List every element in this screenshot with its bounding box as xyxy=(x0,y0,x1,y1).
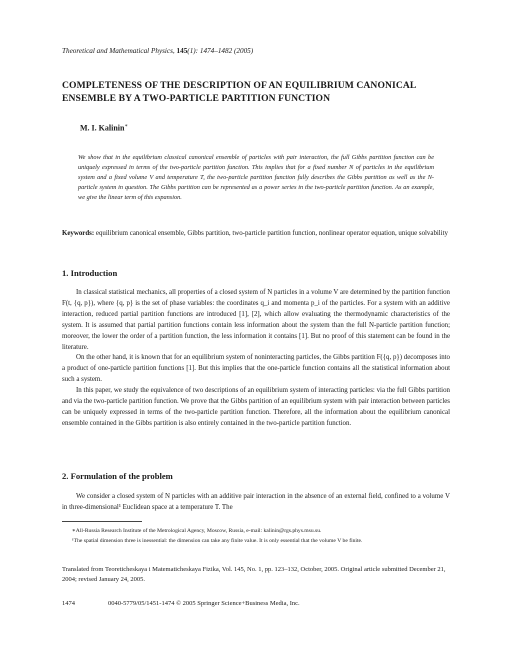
section-heading-formulation: 2. Formulation of the problem xyxy=(62,471,173,481)
footnotes xyxy=(62,527,450,546)
author xyxy=(80,123,128,133)
paragraph: On the other hand, it is known that for an equilibrium system of noninteracting particles, the Gibbs partition F({q, p}) decomposes into a product of one-particle partition functions [1]. But this implies that the one-particle function contains all the statistical information about such a system. xyxy=(62,354,450,384)
section-heading-introduction: 1. Introduction xyxy=(62,268,118,278)
paragraph: In classical statistical mechanics, all properties of a closed system of N particles in a volume V are determined by the partition function F(t, {q, p}), where {q, p} is the set of phase variables: the coordinates q_i and momenta p_i of the particles. For a system with an additive interaction, reduced partial partition functions are introduced [1], [2], which allow evaluating the thermodynamic characteristics of the system. It is assumed that partial partition functions contain less information about the system than the full N-particle partition function; moreover, the lower the order of a partition function, the less information it contains [1]. But no proof of this statement can be found in the literature. xyxy=(62,289,450,351)
section-body-introduction xyxy=(62,288,450,430)
footnote-affiliation: ∗All-Russia Research Institute of the Metrological Agency, Moscow, Russia, e-mail: kalinin@rgs.phys.msu.su. xyxy=(72,528,322,534)
footnote-dimension: ¹The spatial dimension three is inessential: the dimension can take any finite value. It is only essential that the volume V be finite. xyxy=(72,537,363,544)
page-number: 1474 xyxy=(62,600,75,607)
keywords-label: Keywords: xyxy=(62,230,95,237)
paragraph: In this paper, we study the equivalence of two descriptions of an equilibrium system of interacting particles: via the full Gibbs partition and via the two-particle partition function. We prove that the Gibbs partition of an equilibrium system with pair interaction between particles can be uniquely expressed in terms of the two-particle partition function. Therefore, all the information about the equilibrium canonical ensemble contained in the Gibbs partition is also entirely contained in the two-particle partition function. xyxy=(62,387,450,427)
journal-header xyxy=(62,47,253,55)
abstract: We show that in the equilibrium classical canonical ensemble of particles with pair interaction, the full Gibbs partition function can be uniquely expressed in terms of the two-particle partition function. This implies that for a fixed number N of particles in the equilibrium system and a fixed volume V and temperature T, the two-particle partition function fully describes the Gibbs partition as well as the N-particle system in question. The Gibbs partition can be represented as a power series in the two-particle partition function. As an example, we give the linear term of this expansion. xyxy=(78,154,434,201)
copyright-line: 0040-5779/05/1451-1474 © 2005 Springer Science+Business Media, Inc. xyxy=(108,600,300,607)
translation-note: Translated from Teoreticheskaya i Matematicheskaya Fizika, Vol. 145, No. 1, pp. 123–132, October, 2005. Original article submitted December 21, 2004; revised January 24, 2005. xyxy=(62,566,446,583)
paragraph: We consider a closed system of N particles with an additive pair interaction in the absence of an external field, confined to a volume V in three-dimensional¹ Euclidean space at a temperature T. The xyxy=(62,493,450,511)
journal-issue-pages: (1): 1474–1482 (2005) xyxy=(187,47,254,55)
keywords xyxy=(62,229,450,239)
section-body-formulation xyxy=(62,492,450,514)
footnote-divider xyxy=(62,521,142,522)
paper-title: COMPLETENESS OF THE DESCRIPTION OF AN EQUILIBRIUM CANONICAL ENSEMBLE BY A TWO-PARTICLE PARTITION FUNCTION xyxy=(62,80,416,104)
author-footnote-mark: ∗ xyxy=(124,124,128,129)
journal-volume: 145 xyxy=(176,47,188,55)
author-name: M. I. Kalinin xyxy=(80,123,125,133)
keywords-text: equilibrium canonical ensemble, Gibbs partition, two-particle partition function, nonlinear operator equation, unique solvability xyxy=(95,230,448,237)
journal-name: Theoretical and Mathematical Physics, xyxy=(62,47,175,55)
